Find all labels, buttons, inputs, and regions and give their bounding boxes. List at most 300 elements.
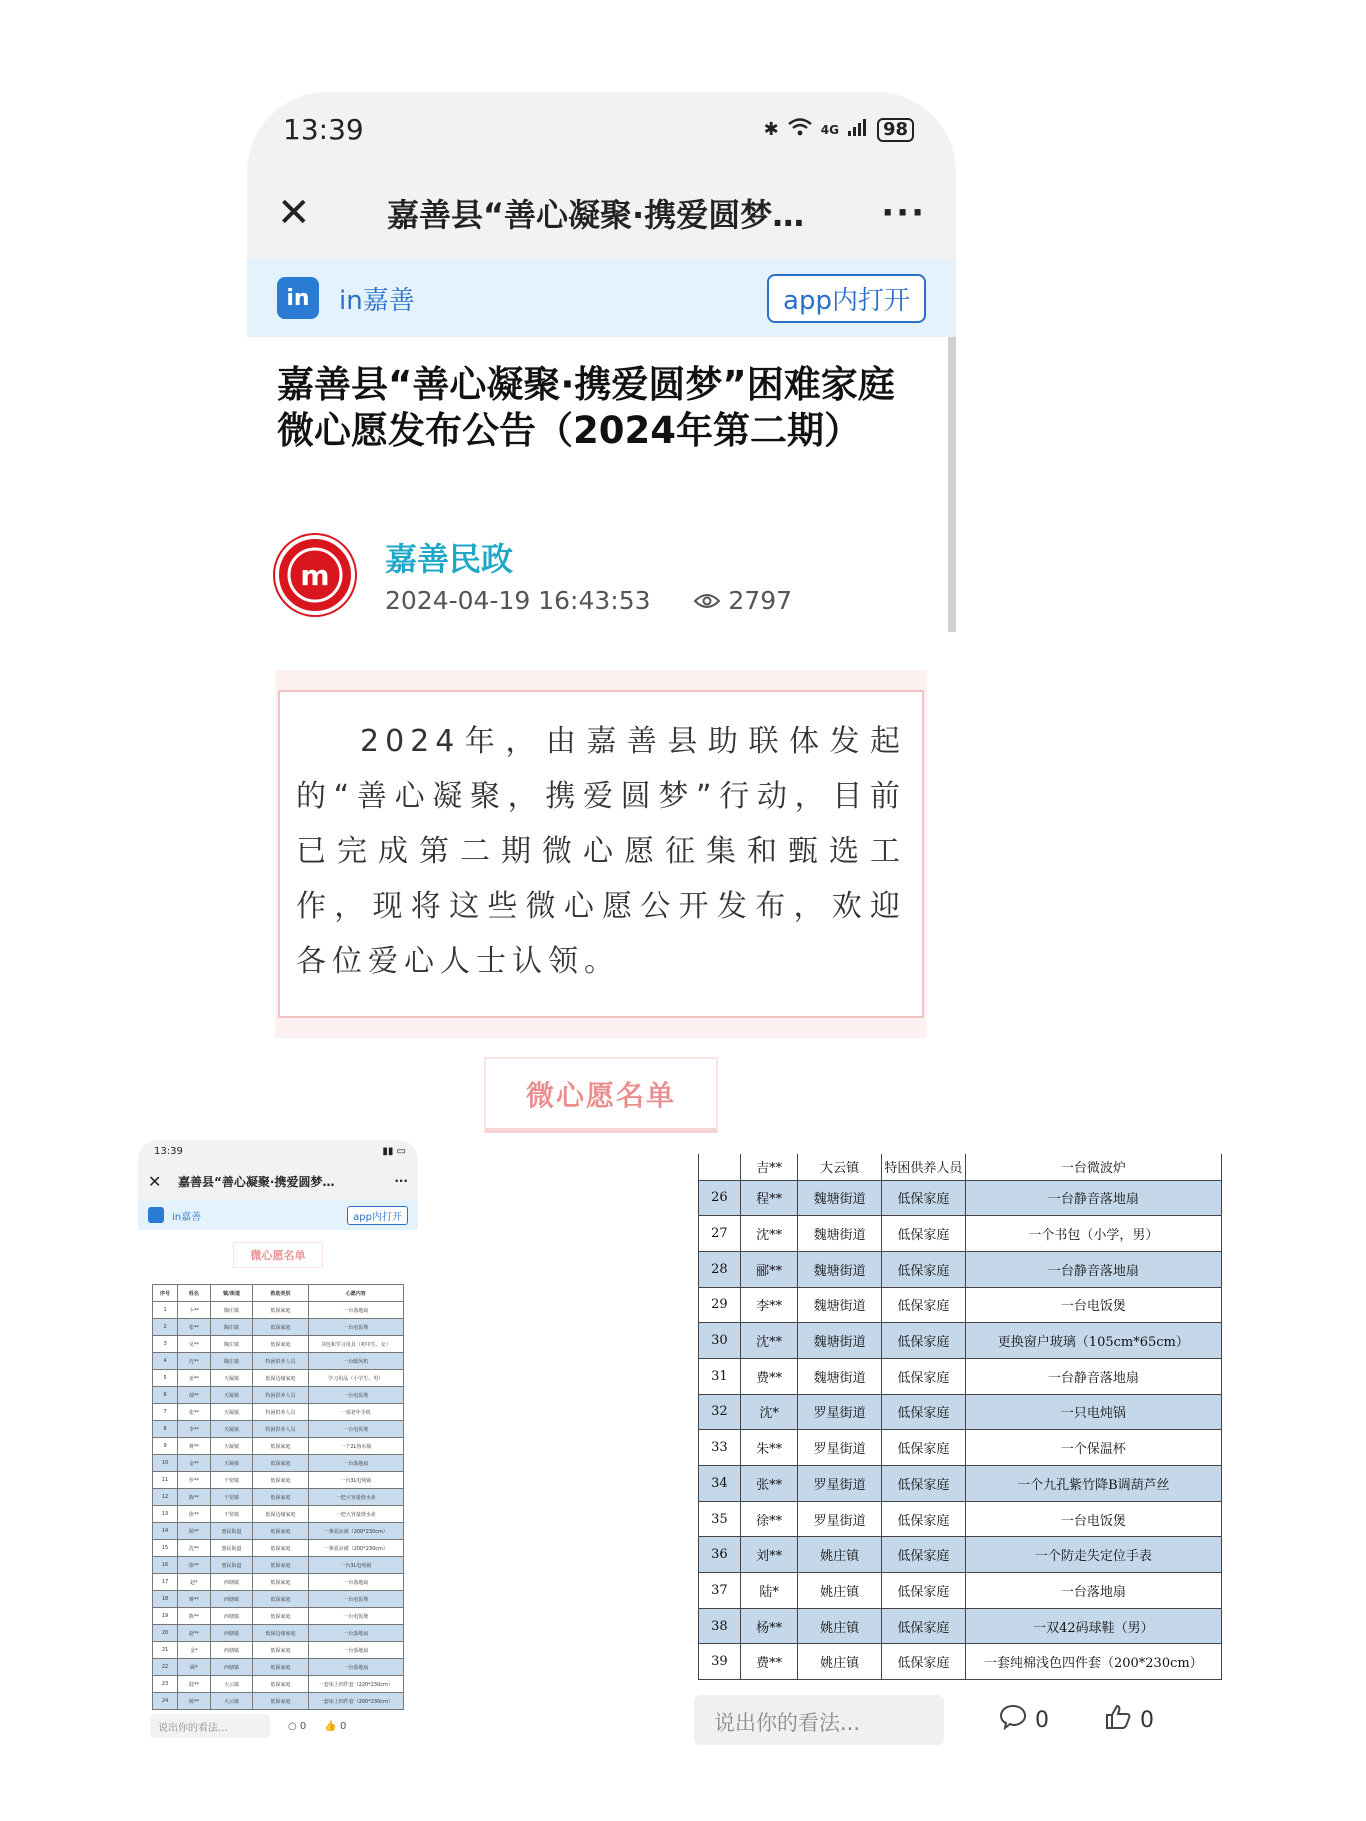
- thumb-table-cell: 5: [153, 1370, 178, 1387]
- thumb-table-cell: 干窑镇: [210, 1489, 253, 1506]
- thumb-table-row: [153, 1693, 404, 1710]
- thumb-table-cell: 陈**: [178, 1608, 211, 1625]
- thumb-table-row: [153, 1540, 404, 1557]
- thumb-table-row: [153, 1319, 404, 1336]
- thumb-table-cell: 24: [153, 1693, 178, 1710]
- table-cell: 一只电炖锅: [965, 1394, 1221, 1430]
- thumb-table-cell: 天凝镇: [210, 1404, 253, 1421]
- thumb-table-cell: 张**: [178, 1319, 211, 1336]
- thumb-table-cell: 23: [153, 1676, 178, 1693]
- thumb-table-cell: 一台电饭煲: [308, 1387, 403, 1404]
- thumb-table-cell: 惠民街道: [210, 1540, 253, 1557]
- thumb-table-cell: 顾**: [178, 1523, 211, 1540]
- thumb-app-banner: [138, 1200, 418, 1230]
- thumb-table-cell: 10: [153, 1455, 178, 1472]
- like-button[interactable]: [1104, 1704, 1154, 1737]
- thumb-table-row: [153, 1506, 404, 1523]
- thumbnail-screenshot: [138, 1140, 418, 1750]
- thumb-table-cell: 特困供养人员: [253, 1387, 308, 1404]
- thumb-table-cell: 4: [153, 1353, 178, 1370]
- thumb-like-count-wrap[interactable]: [324, 1721, 346, 1732]
- status-icons: [764, 117, 914, 142]
- table-row: [699, 1216, 1222, 1252]
- table-cell: 姚庄镇: [798, 1608, 882, 1644]
- table-cell: 杨**: [740, 1608, 798, 1644]
- table-cell: 罗星街道: [798, 1394, 882, 1430]
- thumb-table-cell: 1: [153, 1302, 178, 1319]
- thumb-table-cell: 低保家庭: [253, 1676, 308, 1693]
- comment-bar: [694, 1690, 1254, 1750]
- thumb-more-icon[interactable]: ···: [394, 1174, 408, 1188]
- table-cell: 34: [699, 1466, 741, 1502]
- table-row: [699, 1608, 1222, 1644]
- thumb-section-header: 微心愿名单: [233, 1242, 323, 1268]
- thumb-table-cell: 一台3L电炖锅: [308, 1557, 403, 1574]
- table-cell: 低保家庭: [882, 1287, 966, 1323]
- wish-table-crop: [694, 1154, 1244, 1684]
- thumb-comment-count-wrap[interactable]: [288, 1721, 306, 1732]
- thumb-table-cell: 蒋**: [178, 1591, 211, 1608]
- table-cell: 一个九孔紫竹降B调葫芦丝: [965, 1466, 1221, 1502]
- table-cell: 低保家庭: [882, 1644, 966, 1680]
- thumb-table-cell: 17: [153, 1574, 178, 1591]
- thumb-table-cell: 低保家庭: [253, 1523, 308, 1540]
- thumb-status-icons: ▮▮ ▭: [382, 1145, 406, 1157]
- table-row: [699, 1430, 1222, 1466]
- thumb-app-logo-icon: [148, 1207, 164, 1223]
- thumb-table-cell: 徐**: [178, 1506, 211, 1523]
- thumb-table-cell: 一台落地扇: [308, 1659, 403, 1676]
- table-cell: 更换窗户玻璃（105cm*65cm）: [965, 1323, 1221, 1359]
- thumb-table-cell: 一台落地扇: [308, 1574, 403, 1591]
- table-cell: 30: [699, 1323, 741, 1359]
- thumb-table-cell: 一个2L热水瓶: [308, 1438, 403, 1455]
- thumb-table-cell: 特困供养人员: [253, 1421, 308, 1438]
- intro-box: [278, 690, 924, 1018]
- table-cell: 一台微波炉: [965, 1154, 1221, 1180]
- thumb-app-name: in嘉善: [172, 1211, 202, 1223]
- views-count-wrap: [694, 586, 792, 615]
- thumb-table-cell: 天凝镇: [210, 1455, 253, 1472]
- thumb-table-cell: 特困供养人员: [253, 1404, 308, 1421]
- thumb-table-row: [153, 1336, 404, 1353]
- table-cell: 35: [699, 1501, 741, 1537]
- thumb-table-cell: 16: [153, 1557, 178, 1574]
- thumb-table-cell: 7: [153, 1404, 178, 1421]
- thumb-table-cell: 西塘镇: [210, 1642, 253, 1659]
- thumb-table-cell: 18: [153, 1591, 178, 1608]
- thumb-footer: [150, 1714, 346, 1738]
- thumb-table-cell: 19: [153, 1608, 178, 1625]
- thumb-table-cell: 卜**: [178, 1302, 211, 1319]
- table-cell: 一个保温杯: [965, 1430, 1221, 1466]
- thumb-table-cell: 天凝镇: [210, 1370, 253, 1387]
- table-cell: 魏塘街道: [798, 1287, 882, 1323]
- thumb-table-cell: 低保家庭: [253, 1302, 308, 1319]
- thumb-table-cell: 8: [153, 1421, 178, 1438]
- thumb-table-cell: 一把大容量烧水壶: [308, 1489, 403, 1506]
- signal-label: 4G: [820, 122, 839, 137]
- thumb-table-row: [153, 1608, 404, 1625]
- thumb-table-cell: 低保家庭: [253, 1574, 308, 1591]
- thumb-table-cell: 陶庄镇: [210, 1336, 253, 1353]
- thumb-table-row: [153, 1353, 404, 1370]
- thumb-table-cell: 低保家庭: [253, 1336, 308, 1353]
- comment-count: 0: [1035, 1707, 1049, 1733]
- table-cell: 沈*: [740, 1394, 798, 1430]
- table-cell: 低保家庭: [882, 1608, 966, 1644]
- table-row: [699, 1154, 1222, 1180]
- thumb-time: 13:39: [154, 1145, 183, 1157]
- thumb-open-in-app-button[interactable]: app内打开: [347, 1206, 408, 1225]
- thumb-table-cell: 一台电饭煲: [308, 1608, 403, 1625]
- thumb-table-row: [153, 1642, 404, 1659]
- table-cell: 吉**: [740, 1154, 798, 1180]
- thumb-table-cell: 低保家庭: [253, 1659, 308, 1676]
- table-cell: 一台静音落地扇: [965, 1180, 1221, 1216]
- article-title: 嘉善县“善心凝聚·携爱圆梦”困难家庭微心愿发布公告（2024年第二期）: [277, 363, 895, 452]
- table-cell: 姚庄镇: [798, 1644, 882, 1680]
- table-cell: 低保家庭: [882, 1501, 966, 1537]
- table-cell: 32: [699, 1394, 741, 1430]
- thumb-table-cell: 吴**: [178, 1336, 211, 1353]
- table-cell: 费**: [740, 1358, 798, 1394]
- thumb-table-row: [153, 1557, 404, 1574]
- thumb-table-header-row: [153, 1285, 404, 1302]
- title-bar: [247, 167, 956, 259]
- wifi-icon: [787, 117, 813, 142]
- table-cell: 程**: [740, 1180, 798, 1216]
- table-cell: 26: [699, 1180, 741, 1216]
- table-cell: [699, 1154, 741, 1180]
- intro-paragraph: 2024年，由嘉善县助联体发起的“善心凝聚，携爱圆梦”行动，目前已完成第二期微心愿征集和甄选工作，现将这些微心愿公开发布，欢迎各位爱心人士认领。: [296, 724, 906, 979]
- table-row: [699, 1501, 1222, 1537]
- thumb-table-row: [153, 1421, 404, 1438]
- table-cell: 低保家庭: [882, 1394, 966, 1430]
- table-cell: 37: [699, 1573, 741, 1609]
- scrollbar[interactable]: [948, 337, 956, 632]
- table-cell: 一套纯棉浅色四件套（200*230cm）: [965, 1644, 1221, 1680]
- thumb-table-cell: 22: [153, 1659, 178, 1676]
- thumb-table-cell: 21: [153, 1642, 178, 1659]
- thumb-table-cell: 低保家庭: [253, 1591, 308, 1608]
- table-cell: 费**: [740, 1644, 798, 1680]
- thumb-table-cell: 13: [153, 1506, 178, 1523]
- wish-list-title: 微心愿名单: [525, 1078, 676, 1112]
- thumb-table-cell: 低保家庭: [253, 1540, 308, 1557]
- thumb-table-cell: 蒋**: [178, 1438, 211, 1455]
- table-cell: 一台静音落地扇: [965, 1251, 1221, 1287]
- thumb-table-cell: 15: [153, 1540, 178, 1557]
- thumb-table-row: [153, 1523, 404, 1540]
- thumb-table-cell: 低保家庭: [253, 1438, 308, 1455]
- bluetooth-icon: ✱: [763, 119, 779, 140]
- thumb-table-cell: 一套床上四件套（220*230cm）: [308, 1676, 403, 1693]
- table-row: [699, 1287, 1222, 1323]
- thumb-table-cell: 低保边缘家庭: [253, 1370, 308, 1387]
- thumb-table-cell: 干窑镇: [210, 1506, 253, 1523]
- table-row: [699, 1644, 1222, 1680]
- thumb-table-cell: 一台落地扇: [308, 1455, 403, 1472]
- thumb-table-cell: 2: [153, 1319, 178, 1336]
- thumb-status-bar: [138, 1140, 418, 1162]
- thumb-table-cell: 低保边缘家庭: [253, 1625, 308, 1642]
- thumb-table-cell: 14: [153, 1523, 178, 1540]
- thumb-table-cell: 一部老年手机: [308, 1404, 403, 1421]
- signal-icon: [847, 117, 869, 142]
- thumb-comment-count: 0: [299, 1720, 307, 1732]
- thumb-table-cell: 一台落地扇: [308, 1302, 403, 1319]
- thumb-table-cell: 西塘镇: [210, 1591, 253, 1608]
- table-cell: 29: [699, 1287, 741, 1323]
- comment-input[interactable]: 说出你的看法...: [694, 1695, 944, 1745]
- table-row: [699, 1323, 1222, 1359]
- thumb-table-cell: 低保家庭: [253, 1489, 308, 1506]
- author-avatar[interactable]: [275, 535, 355, 615]
- table-cell: 低保家庭: [882, 1573, 966, 1609]
- thumb-title-bar: [138, 1162, 418, 1200]
- more-icon[interactable]: ···: [881, 193, 926, 233]
- table-cell: 31: [699, 1358, 741, 1394]
- thumb-wish-table: [152, 1284, 404, 1710]
- table-cell: 低保家庭: [882, 1216, 966, 1252]
- table-cell: 魏塘街道: [798, 1358, 882, 1394]
- thumb-table-cell: 一台暖风机: [308, 1353, 403, 1370]
- thumb-like-icon: 👍: [324, 1720, 337, 1732]
- thumb-table-cell: 西塘镇: [210, 1659, 253, 1676]
- thumb-table-cell: 西塘镇: [210, 1625, 253, 1642]
- table-row: [699, 1573, 1222, 1609]
- thumb-table-cell: 顾*: [178, 1659, 211, 1676]
- table-cell: 罗星街道: [798, 1501, 882, 1537]
- thumb-table-row: [153, 1404, 404, 1421]
- table-row: [699, 1394, 1222, 1430]
- open-in-app-button[interactable]: app内打开: [767, 274, 926, 323]
- thumb-table-cell: 低保家庭: [253, 1693, 308, 1710]
- thumb-table-row: [153, 1676, 404, 1693]
- table-row: [699, 1180, 1222, 1216]
- thumb-table-row: [153, 1574, 404, 1591]
- table-cell: 一台电饭煲: [965, 1287, 1221, 1323]
- comment-icon: [999, 1704, 1027, 1737]
- table-cell: 39: [699, 1644, 741, 1680]
- table-cell: 低保家庭: [882, 1323, 966, 1359]
- thumb-page-title: 嘉善县“善心凝聚·携爱圆梦…: [178, 1174, 335, 1189]
- thumb-table-cell: 徐**: [178, 1557, 211, 1574]
- author-meta: [385, 534, 792, 615]
- thumb-table-cell: 低保家庭: [253, 1557, 308, 1574]
- thumb-table-cell: 6: [153, 1387, 178, 1404]
- thumb-table-cell: 天凝镇: [210, 1438, 253, 1455]
- table-cell: 朱**: [740, 1430, 798, 1466]
- table-cell: 徐**: [740, 1501, 798, 1537]
- thumb-table-row: [153, 1472, 404, 1489]
- thumb-table-cell: 陶庄镇: [210, 1319, 253, 1336]
- table-cell: 李**: [740, 1287, 798, 1323]
- thumb-table-cell: 一套床上四件套（200*230cm）: [308, 1693, 403, 1710]
- thumb-table-cell: 大云镇: [210, 1693, 253, 1710]
- table-cell: 姚庄镇: [798, 1537, 882, 1573]
- thumb-table-cell: 20: [153, 1625, 178, 1642]
- thumb-table-row: [153, 1370, 404, 1387]
- thumb-table-header-cell: 救助类别: [253, 1285, 308, 1302]
- thumb-table-cell: 低保家庭: [253, 1472, 308, 1489]
- wish-list-header: [484, 1057, 718, 1133]
- thumb-table-row: [153, 1659, 404, 1676]
- table-cell: 低保家庭: [882, 1358, 966, 1394]
- thumb-comment-icon: ○: [288, 1720, 297, 1732]
- table-row: [699, 1537, 1222, 1573]
- eye-icon: [694, 586, 728, 615]
- thumb-table-cell: 学习用品（小学生、男）: [308, 1370, 403, 1387]
- thumb-table-row: [153, 1438, 404, 1455]
- app-logo-icon: in: [277, 277, 319, 319]
- thumb-table-cell: 大云镇: [210, 1676, 253, 1693]
- table-cell: 一双42码球鞋（男）: [965, 1608, 1221, 1644]
- wish-table: [698, 1154, 1222, 1680]
- thumb-table-cell: 惠民街道: [210, 1523, 253, 1540]
- thumb-table-cell: 低保家庭: [253, 1608, 308, 1625]
- thumb-table-cell: 罗**: [178, 1472, 211, 1489]
- intro-frame: [275, 670, 927, 1038]
- page-title: 嘉善县“善心凝聚·携爱圆梦…: [387, 196, 805, 234]
- thumb-table-cell: 金*: [178, 1642, 211, 1659]
- like-count: 0: [1140, 1707, 1154, 1733]
- table-cell: 33: [699, 1430, 741, 1466]
- thumb-table-header-cell: 心愿内容: [308, 1285, 403, 1302]
- main-screenshot: [247, 92, 956, 632]
- table-cell: 38: [699, 1608, 741, 1644]
- thumb-table-cell: 干窑镇: [210, 1472, 253, 1489]
- thumb-table-cell: 3: [153, 1336, 178, 1353]
- app-name: in嘉善: [339, 285, 415, 316]
- svg-text:m: m: [300, 558, 330, 592]
- table-cell: 沈**: [740, 1216, 798, 1252]
- table-cell: 郦**: [740, 1251, 798, 1287]
- thumb-table-cell: 姜**: [178, 1370, 211, 1387]
- thumb-table-row: [153, 1387, 404, 1404]
- thumb-table-cell: 12: [153, 1489, 178, 1506]
- table-row: [699, 1358, 1222, 1394]
- thumb-table-cell: 一台落地扇: [308, 1642, 403, 1659]
- thumb-table-cell: 金**: [178, 1455, 211, 1472]
- thumb-table-cell: 西塘镇: [210, 1574, 253, 1591]
- app-banner: [247, 259, 956, 337]
- thumb-table-cell: 一条夏凉被（200*230cm）: [308, 1523, 403, 1540]
- thumb-table-cell: 低保家庭: [253, 1642, 308, 1659]
- comment-button[interactable]: [999, 1704, 1049, 1737]
- table-cell: 魏塘街道: [798, 1251, 882, 1287]
- table-cell: 刘**: [740, 1537, 798, 1573]
- thumb-table-cell: 天凝镇: [210, 1387, 253, 1404]
- status-bar: [247, 92, 956, 167]
- thumb-table-row: [153, 1489, 404, 1506]
- thumb-table-row: [153, 1455, 404, 1472]
- table-row: [699, 1251, 1222, 1287]
- thumb-table-cell: 陶庄镇: [210, 1302, 253, 1319]
- thumb-table-cell: 特困供养人员: [253, 1353, 308, 1370]
- table-cell: 28: [699, 1251, 741, 1287]
- table-cell: 一台落地扇: [965, 1573, 1221, 1609]
- thumb-table-cell: 陈**: [178, 1489, 211, 1506]
- thumb-table-header-cell: 序号: [153, 1285, 178, 1302]
- thumb-table-cell: 一条夏凉被（200*230cm）: [308, 1540, 403, 1557]
- thumb-table-cell: 惠民街道: [210, 1557, 253, 1574]
- close-icon[interactable]: ✕: [277, 190, 311, 236]
- thumb-table-cell: 李**: [178, 1421, 211, 1438]
- table-cell: 低保家庭: [882, 1430, 966, 1466]
- thumb-like-count: 0: [339, 1720, 347, 1732]
- table-cell: 罗星街道: [798, 1466, 882, 1502]
- thumb-table-header-cell: 姓名: [178, 1285, 211, 1302]
- table-cell: 一台静音落地扇: [965, 1358, 1221, 1394]
- thumb-table-cell: 陶庄镇: [210, 1353, 253, 1370]
- thumb-table-cell: 书包和学习用具（初中生、女）: [308, 1336, 403, 1353]
- thumb-table-cell: 赵*: [178, 1574, 211, 1591]
- table-cell: 特困供养人员: [882, 1154, 966, 1180]
- thumb-table-cell: 杨**: [178, 1693, 211, 1710]
- table-cell: 低保家庭: [882, 1466, 966, 1502]
- table-cell: 姚庄镇: [798, 1573, 882, 1609]
- article-info: [385, 586, 792, 615]
- publish-datetime: 2024-04-19 16:43:53: [385, 586, 651, 615]
- table-cell: 罗星街道: [798, 1430, 882, 1466]
- thumb-table-header-cell: 镇/街道: [210, 1285, 253, 1302]
- thumb-table-cell: 一台电饭煲: [308, 1319, 403, 1336]
- thumb-table-cell: 沈**: [178, 1353, 211, 1370]
- battery-icon: 98: [877, 118, 914, 142]
- table-row: [699, 1466, 1222, 1502]
- table-cell: 魏塘街道: [798, 1180, 882, 1216]
- status-time: 13:39: [283, 113, 364, 146]
- thumb-table-cell: 沈**: [178, 1540, 211, 1557]
- thumb-table-cell: 天凝镇: [210, 1421, 253, 1438]
- thumb-table-cell: 一台电饭煲: [308, 1591, 403, 1608]
- thumb-close-icon[interactable]: ✕: [148, 1171, 162, 1191]
- like-icon: [1104, 1704, 1132, 1737]
- thumb-table-cell: 9: [153, 1438, 178, 1455]
- table-cell: 一个防走失定位手表: [965, 1537, 1221, 1573]
- thumb-table-cell: 赵**: [178, 1625, 211, 1642]
- author-block: [275, 534, 792, 615]
- thumb-table-cell: 低保家庭: [253, 1319, 308, 1336]
- table-cell: 一台电饭煲: [965, 1501, 1221, 1537]
- thumb-table-cell: 11: [153, 1472, 178, 1489]
- thumb-table-cell: 低保家庭: [253, 1455, 308, 1472]
- thumb-table-row: [153, 1591, 404, 1608]
- table-cell: 低保家庭: [882, 1180, 966, 1216]
- thumb-table-cell: 郁**: [178, 1387, 211, 1404]
- table-cell: 魏塘街道: [798, 1216, 882, 1252]
- thumb-table-cell: 低保边缘家庭: [253, 1506, 308, 1523]
- thumb-table-row: [153, 1302, 404, 1319]
- table-cell: 魏塘街道: [798, 1323, 882, 1359]
- table-cell: 27: [699, 1216, 741, 1252]
- thumb-comment-input[interactable]: 说出你的看法...: [150, 1714, 270, 1738]
- table-cell: 大云镇: [798, 1154, 882, 1180]
- thumb-table-cell: 一台3L电炖锅: [308, 1472, 403, 1489]
- thumb-table-cell: 陆**: [178, 1676, 211, 1693]
- author-name[interactable]: 嘉善民政: [385, 540, 514, 578]
- table-cell: 36: [699, 1537, 741, 1573]
- thumb-table-cell: 一台落地扇: [308, 1625, 403, 1642]
- table-cell: 张**: [740, 1466, 798, 1502]
- table-cell: 一个书包（小学，男）: [965, 1216, 1221, 1252]
- thumb-table-cell: 一把大容量烧水壶: [308, 1506, 403, 1523]
- table-cell: 陆*: [740, 1573, 798, 1609]
- views-count: 2797: [728, 586, 793, 615]
- thumb-table-cell: 西塘镇: [210, 1608, 253, 1625]
